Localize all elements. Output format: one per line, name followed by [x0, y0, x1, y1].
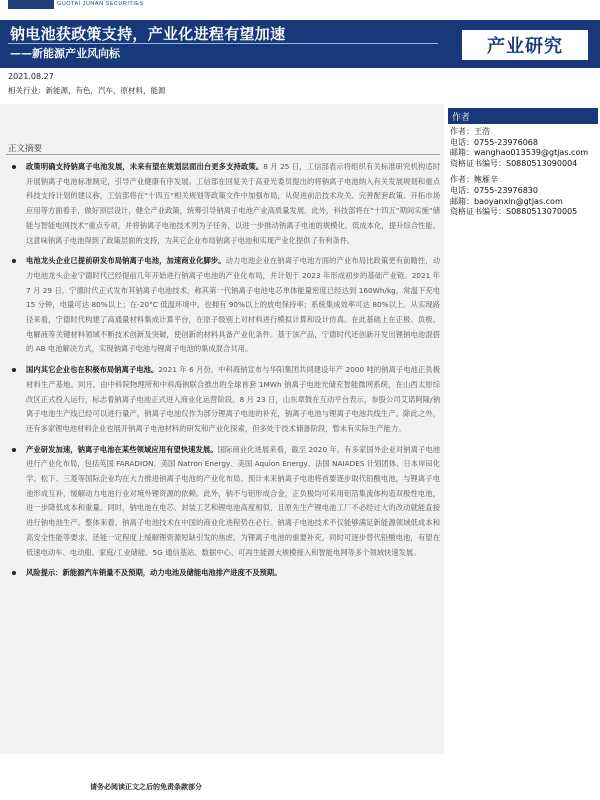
summary-paragraph [6, 254, 440, 357]
author-cert: 资格证书编号：S0880513070005 [450, 207, 578, 217]
author-entry [450, 127, 600, 169]
summary-paragraph [6, 160, 440, 248]
logo-text: GUOTAI JUNAN SECURITIES [57, 1, 144, 7]
author-list [450, 127, 600, 224]
summary-divider [6, 154, 440, 155]
paragraph-lead: 电池龙头企业已提前研发布局钠离子电池，加速商业化脚步。 [26, 256, 226, 266]
summary-paragraphs [6, 160, 440, 587]
report-type-label: 产业研究 [487, 36, 563, 57]
author-entry [450, 175, 600, 217]
paragraph-body: 8 月 25 日，工信部表示将组织有关标准研究机构适时开展钠离子电池标准制定，引导产业健康有序发展。工信部在回复关于高亚光委员提出的将钠离子电池纳入有关发展规划和重点科技支持计划的建议称，工信部将在“十四五”相关规划等政策文件中加强布局，从促进前沿技术攻关、完善配套政策、开拓市场应用等方面着手，做好顶层设计，健全产业政策，统筹引导钠离子电池产业高质量发展。此外，科技部将在“十四五”期间实施“储能与智能电网技术”重点专项，并将钠离子电池技术列为子任务，以进一步推动钠离子电池的规模化、低成本化，提升综合性能。这意味钠离子电池得到了政策层面的支持，为其它企业布局钠离子电池和实现产业化提供了有利条件。 [26, 162, 441, 245]
author-phone: 电话：0755-23976830 [450, 185, 538, 195]
paragraph-body: 2021 年 6 月份，中科海钠宣布与华阳集团共同建设年产 2000 吨的钠离子电池正负极材料生产基地。同月，由中科院物理所和中科海钠联合推出的全球首套 1MWh 钠离子电池光储充智能微网系统，在山西太原综改区正式投入运行，标志着钠离子电池正式进入商业化运营阶段。8 月 23 日，山东章鼓在互动平台表示，参股公司艾诺阿隆/钠离子电池生产线已经可以进行量产，钠离子电池仅作为部分锂离子电池的补充，钠离子电池与锂离子电池共线生产。除此之外，还有多家锂电池材料企业也展开钠离子电池材料的研发和产业化探索，但多处于技术储备阶段，暂未有实际生产能力。 [26, 365, 440, 433]
banner-divider [8, 43, 438, 44]
author-heading: 作者 [452, 113, 471, 123]
logo-mark [8, 0, 54, 9]
author-cert: 资格证书编号：S0880513090004 [450, 158, 578, 168]
company-logo [8, 0, 144, 20]
report-subtitle: ——新能源产业风向标 [10, 47, 120, 60]
report-date: 2021.08.27 [8, 72, 54, 81]
risk-warning [6, 566, 440, 581]
bullet-icon [12, 368, 16, 372]
summary-heading: 正文摘要 [8, 144, 43, 154]
bullet-icon [12, 571, 16, 575]
paragraph-lead: 政策明确支持钠离子电池发展，未来有望在规划层面出台更多支持政策。 [26, 162, 264, 171]
summary-paragraph [6, 443, 440, 561]
bullet-icon [12, 448, 16, 452]
author-email[interactable]: 邮箱：baoyanxin@gtjas.com [450, 196, 563, 206]
paragraph-lead: 国内其它企业也在积极布局钠离子电池。 [26, 365, 159, 375]
author-name: 作者：王浩 [450, 127, 490, 136]
paragraph-body: 动力电池企业在钠离子电池方面的产业布局比政策更有前瞻性，动力电池龙头企业宁德时代已经提前几年开始进行钠离子电池的产业化布局，并计划于 2023 年形成初步的基础产业链。2021 年 7 月 29 日，宁德时代正式发布其钠离子电池技术，称其第一代钠离子电池电芯单体能量密度已经达到 160Wh/kg，常温下充电 15 分钟，电量可达 80%以上；在-20°C 低温环境中，也拥有 90%以上的放电保持率；系统集成效率可达 80%以上。从实现路径来看，宁德时代构建了高通量材料集成计算平台，在原子级别上对材料进行模拟计算和设计仿真。在此基础上在正极、负极、电解液等关键材料领域不断技术创新及突破，使创新的材料具备产业化条件。基于该产品，宁德时代还创新开发出锂钠电池混搭的 AB 电池解决方式，实现钠离子电池与锂离子电池的集成混合共用。 [26, 256, 441, 354]
bullet-icon [12, 259, 16, 263]
author-name: 作者：鲍雁辛 [450, 175, 498, 185]
related-industries: 相关行业：新能源，有色，汽车，原材料，能源 [8, 86, 166, 95]
author-email[interactable]: 邮箱：wanghao013539@gtjas.com [450, 148, 589, 158]
summary-paragraph [6, 363, 440, 437]
paragraph-lead: 产业研发加速，钠离子电池在某些领域应用有望快速发展。 [26, 444, 218, 454]
report-type-badge [462, 30, 588, 60]
disclaimer-note: 请务必阅读正文之后的免责条款部分 [90, 783, 202, 791]
paragraph-lead: 风险提示：新能源汽车销量不及预期，动力电池及储能电池排产进度不及预期。 [26, 568, 282, 578]
author-phone: 电话：0755-23976068 [450, 137, 538, 147]
author-heading-bar [448, 108, 598, 124]
paragraph-body: 国际商业化进展来看，截至 2020 年，有多家国外企业对钠离子电池进行产业化布局，包括英国 FARADION、美国 Natron Energy、美国 Aquion Energy、法国 NAIADES 计划团体、日本岸田化学、松下、三菱等国际企业均在大力推进钠离子电池的产业化布局。预计未来钠离子电池将首要逐步取代铅酸电池，与锂离子电池形成互补，缓解动力电池行业对境外锂资源的依赖。此外，钠不与铝形成合金，正负极均可采用铝箔集流体构造双极性电池，进一步降低成本和重量。同时，钠电池在电芯、封装工艺和锂电池高度相似，且原先生产锂电池工厂不必经过大的改动就能直接进行钠电池生产。整体来看，钠离子电池技术在中国的商业化进程势在必行。钠离子电池技术不仅能够满足新能源领域低成本和高安全性能等要求，还能一定程度上缓解锂资源短缺引发的焦虑，为锂离子电池的重要补充，同时可逐步替代铅酸电池，有望在低速电动车、电动船、家庭/工业储能、5G 通信基站、数据中心、可再生能源大规模接入和智能电网等多个领域快速发展。 [26, 444, 440, 557]
report-title: 钠电池获政策支持，产业化进程有望加速 [10, 25, 286, 43]
bullet-icon [12, 165, 16, 169]
